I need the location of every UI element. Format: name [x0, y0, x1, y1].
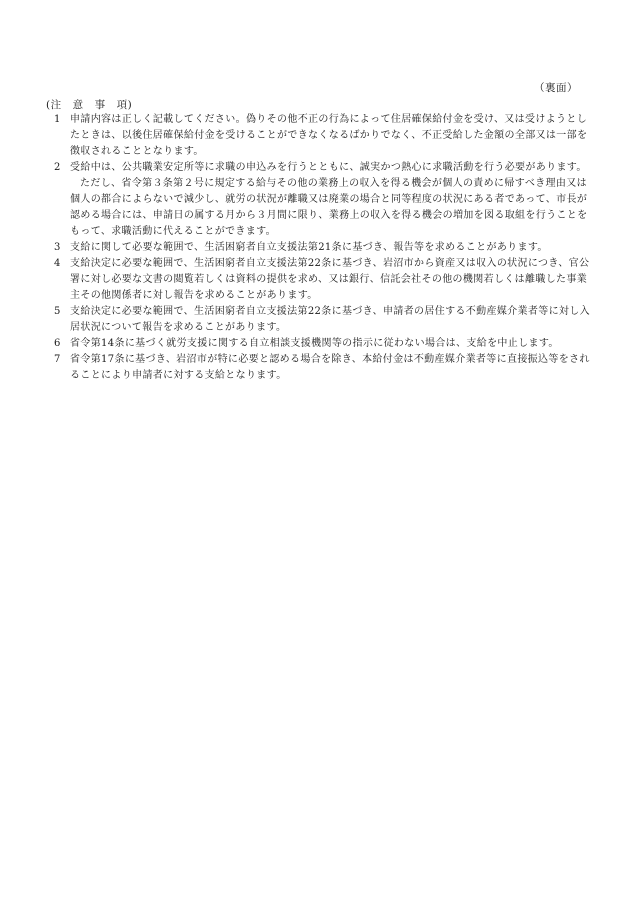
note-text: 受給中は、公共職業安定所等に求職の申込みを行うとともに、誠実かつ熱心に求職活動を行う必要があります。 [70, 162, 587, 173]
note-item-7 [50, 352, 590, 384]
notes-list [50, 112, 590, 384]
page-side-label: （裏面） [534, 82, 578, 94]
note-item-5 [50, 304, 590, 336]
notes-heading: (注 意 事 項) [46, 99, 133, 111]
note-number: 1 [54, 114, 61, 125]
note-text: 申請内容は正しく記載してください。偽りその他不正の行為によって住居確保給付金を受け、又は受けようとしたときは、以後住居確保給付金を受けることができなくなるばかりでなく、不正受給した金額の全部又は一部を徴収されることとなります。 [70, 114, 588, 157]
note-item-3 [50, 240, 590, 256]
note-text: 省令第17条に基づき、岩沼市が特に必要と認める場合を除き、本給付金は不動産媒介業者等に直接振込等をされることにより申請者に対する支給となります。 [70, 354, 590, 381]
note-number: 2 [54, 162, 61, 173]
note-text: 支給に関して必要な範囲で、生活困窮者自立支援法第21条に基づき、報告等を求めることがあります。 [70, 242, 548, 253]
note-text: 省令第14条に基づく就労支援に関する自立相談支援機関等の指示に従わない場合は、支給を中止します。 [70, 338, 559, 349]
note-proviso: ただし、省令第３条第２号に規定する給与その他の業務上の収入を得る機会が個人の責めに帰すべき理由又は個人の都合によらないで減少し、就労の状況が離職又は廃業の場合と同等程度の状況にある者であって、市長が認める場合には、申請日の属する月から３月間に限り、業務上の収入を得る機会の増加を図る取組を行うことをもって、求職活動に代えることができます。 [70, 178, 588, 237]
note-number: 3 [54, 242, 61, 253]
note-item-1 [50, 112, 590, 160]
note-number: 6 [54, 338, 61, 349]
note-number: 4 [54, 258, 61, 269]
note-number: 5 [54, 306, 61, 317]
note-text: 支給決定に必要な範囲で、生活困窮者自立支援法第22条に基づき、岩沼市から資産又は収入の状況につき、官公署に対し必要な文書の閲覧若しくは資料の提供を求め、又は銀行、信託会社その他の機関若しくは離職した事業主その他関係者に対し報告を求めることがあります。 [70, 258, 590, 301]
note-text: 支給決定に必要な範囲で、生活困窮者自立支援法第22条に基づき、申請者の居住する不動産媒介業者等に対し入居状況について報告を求めることがあります。 [70, 306, 590, 333]
note-number: 7 [54, 354, 61, 365]
note-item-2 [50, 160, 590, 240]
note-item-6 [50, 336, 590, 352]
note-item-4 [50, 256, 590, 304]
